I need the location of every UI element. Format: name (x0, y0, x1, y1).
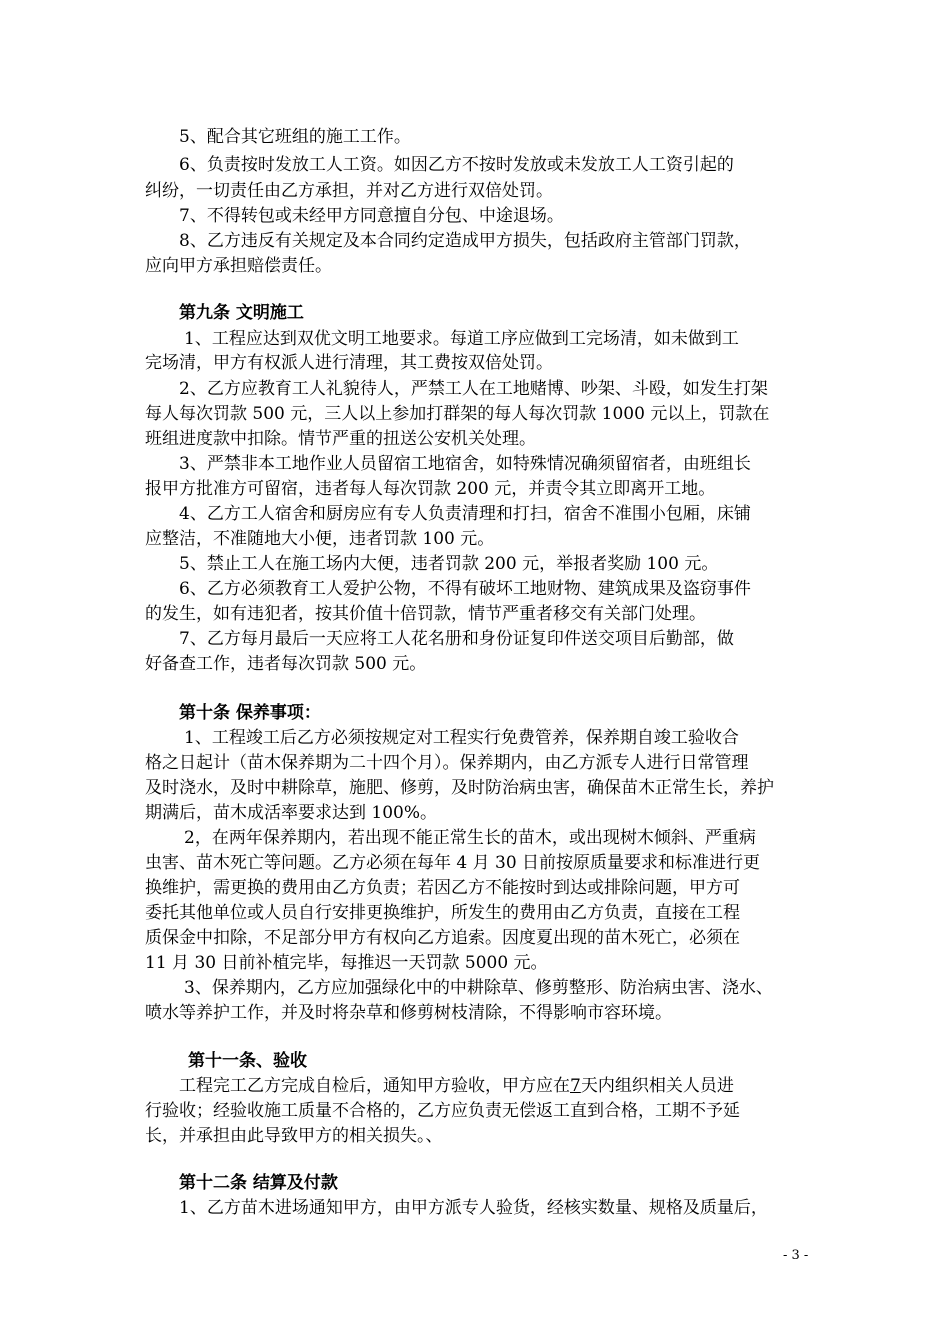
paragraph-line: 及时浇水，及时中耕除草，施肥、修剪，及时防治病虫害，确保苗木正常生长，养护 (145, 778, 774, 798)
paragraph-line: 完场清，甲方有权派人进行清理，其工费按双倍处罚。 (145, 353, 553, 373)
paragraph-line: 8、乙方违反有关规定及本合同约定造成甲方损失，包括政府主管部门罚款， (179, 231, 751, 251)
paragraph-line: 6、乙方必须教育工人爱护公物，不得有破坏工地财物、建筑成果及盗窃事件 (179, 579, 751, 599)
paragraph-line: 质保金中扣除，不足部分甲方有权向乙方追索。因度夏出现的苗木死亡，必须在 (145, 928, 740, 948)
paragraph-line: 委托其他单位或人员自行安排更换维护，所发生的费用由乙方负责，直接在工程 (145, 903, 740, 923)
paragraph-line: 1、工程应达到双优文明工地要求。每道工序应做到工完场清，如未做到工 (184, 329, 739, 349)
underlined-number: 7 (570, 1076, 581, 1096)
paragraph-line: 1、工程竣工后乙方必须按规定对工程实行免费管养，保养期自竣工验收合 (184, 728, 739, 748)
section-heading-article-10: 第十条 保养事项： (179, 703, 321, 723)
paragraph-line: 4、乙方工人宿舍和厨房应有专人负责清理和打扫，宿舍不准围小包厢，床铺 (179, 504, 751, 524)
paragraph-line: 应整洁，不准随地大小便，违者罚款 100 元。 (145, 529, 495, 549)
paragraph-line: 纠纷，一切责任由乙方承担，并对乙方进行双倍处罚。 (145, 181, 553, 201)
paragraph-line: 2，在两年保养期内，若出现不能正常生长的苗木，或出现树木倾斜、严重病 (184, 828, 756, 848)
paragraph-line: 班组进度款中扣除。情节严重的扭送公安机关处理。 (145, 429, 536, 449)
paragraph-line: 好备查工作，违者每次罚款 500 元。 (145, 654, 427, 674)
paragraph-line: 6、负责按时发放工人工资。如因乙方不按时发放或未发放工人工资引起的 (179, 155, 734, 175)
paragraph-line: 喷水等养护工作，并及时将杂草和修剪树枝清除，不得影响市容环境。 (145, 1003, 672, 1023)
paragraph-line: 7、不得转包或未经甲方同意擅自分包、中途退场。 (179, 206, 564, 226)
section-heading-article-11: 第十一条、验收 (188, 1051, 307, 1071)
paragraph-line: 3、保养期内，乙方应加强绿化中的中耕除草、修剪整形、防治病虫害、浇水、 (184, 978, 773, 998)
paragraph-line: 7、乙方每月最后一天应将工人花名册和身份证复印件送交项目后勤部，做 (179, 629, 734, 649)
paragraph-line: 的发生，如有违犯者，按其价值十倍罚款，情节严重者移交有关部门处理。 (145, 604, 706, 624)
section-heading-article-12: 第十二条 结算及付款 (179, 1173, 338, 1193)
paragraph-line: 行验收；经验收施工质量不合格的，乙方应负责无偿返工直到合格，工期不予延 (145, 1101, 740, 1121)
paragraph-line: 长，并承担由此导致甲方的相关损失。、 (145, 1126, 443, 1146)
paragraph-line: 5、禁止工人在施工场内大便，违者罚款 200 元，举报者奖励 100 元。 (179, 554, 719, 574)
text-segment: 天内组织相关人员进 (580, 1076, 734, 1096)
paragraph-line (179, 1073, 734, 1099)
paragraph-line: 1、乙方苗木进场通知甲方，由甲方派专人验货，经核实数量、规格及质量后， (179, 1198, 768, 1218)
paragraph-line: 3、严禁非本工地作业人员留宿工地宿舍，如特殊情况确须留宿者，由班组长 (179, 454, 751, 474)
page-number: - 3 - (783, 1248, 809, 1263)
paragraph-line: 11 月 30 日前补植完毕，每推迟一天罚款 5000 元。 (145, 953, 548, 973)
section-heading-article-9: 第九条 文明施工 (179, 303, 304, 323)
text-segment: 工程完工乙方完成自检后，通知甲方验收，甲方应在 (179, 1076, 570, 1096)
paragraph-line: 换维护，需更换的费用由乙方负责；若因乙方不能按时到达或排除问题，甲方可 (145, 878, 740, 898)
paragraph-line: 虫害、苗木死亡等问题。乙方必须在每年 4 月 30 日前按原质量要求和标准进行更 (145, 853, 761, 873)
paragraph-line: 报甲方批准方可留宿，违者每人每次罚款 200 元，并责令其立即离开工地。 (145, 479, 716, 499)
paragraph-line: 5、配合其它班组的施工工作。 (179, 127, 411, 147)
paragraph-line: 期满后，苗木成活率要求达到 100%。 (145, 803, 438, 823)
paragraph-line: 应向甲方承担赔偿责任。 (145, 256, 332, 276)
paragraph-line: 格之日起计（苗木保养期为二十四个月）。保养期内，由乙方派专人进行日常管理 (145, 753, 749, 773)
paragraph-line: 2、乙方应教育工人礼貌待人，严禁工人在工地赌博、吵架、斗殴，如发生打架 (179, 379, 768, 399)
paragraph-line: 每人每次罚款 500 元，三人以上参加打群架的每人每次罚款 1000 元以上，罚款在 (145, 404, 770, 424)
